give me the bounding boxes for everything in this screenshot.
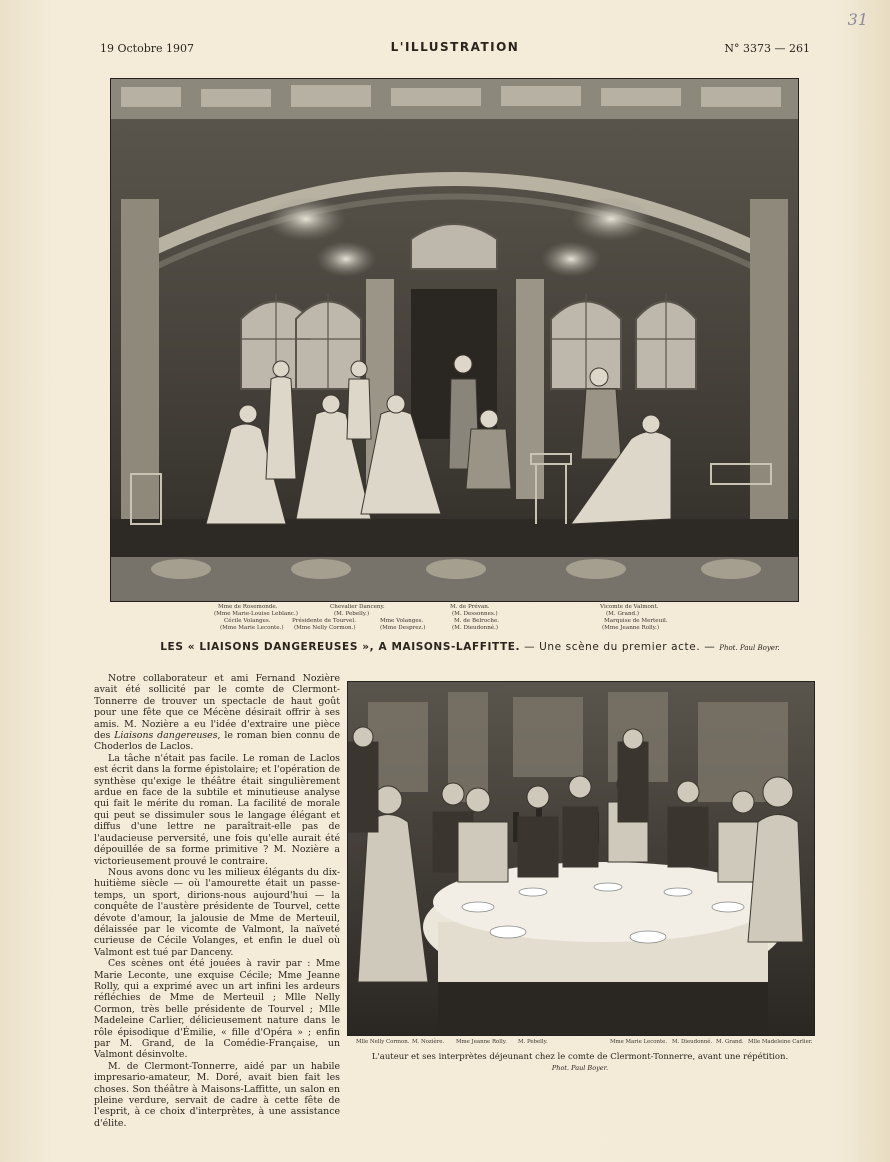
cast-actor: (Mme Jeanne Rolly.) <box>602 625 660 631</box>
article-paragraph: M. de Clermont-Tonnerre, aidé par un habile impresario-amateur, M. Doré, avait bien fait les choses. Son théâtre à Maisons-Laffitte, un salon en pleine verdure, servait de cadre à cette fête de l'esprit, à ce choix d'interprètes, à une assistance d'élite. <box>94 1060 340 1129</box>
cast-actor: (M. Dessonnes.) <box>452 611 498 617</box>
cast-actor: (Mme Desprez.) <box>380 625 426 631</box>
cast-role: M. de Prévan. <box>450 604 490 610</box>
dinner-guest-names <box>350 1039 813 1048</box>
article-paragraph: Nous avons donc vu les milieux élégants du dix-huitième siècle — où l'amourette était un passe-temps, un sport, dirions-nous aujourd'hui — la conquête de l'austère présidente de Tourvel, cette dévote d'amour, la jalousie de Mme de Merteuil, délaissée par le vicomte de Valmont, la naïveté curieuse de Cécile Volanges, et enfin le duel où Valmont est tué par Danceny. <box>94 866 340 958</box>
caption-headline: LES « LIAISONS DANGEREUSES », A MAISONS-LAFFITTE. <box>160 641 521 653</box>
cast-role: Mme de Rosemonde. <box>218 604 278 610</box>
issue-date: 19 Octobre 1907 <box>100 42 195 55</box>
cast-role: Marquise de Merteuil. <box>604 618 668 624</box>
article-paragraph: Ces scènes ont été jouées à ravir par : Mme Marie Leconte, une exquise Cécile; Mme Jeanne Rolly, qui a exprimé avec un art infini les ardeurs réfléchies de Mme de Merteuil ; Mlle Nelly Cormon, très belle présidente de Tourvel ; Mlle Madeleine Carlier, délicieusement nature dans le rôle épisodique d'Émilie, « fille d'Opéra » ; enfin par M. Grand, de la Comédie-Française, un Valmont désinvolte. <box>94 958 340 1061</box>
guest-name: Mme Marie Leconte. <box>610 1039 668 1045</box>
top-photo-caption <box>120 641 820 653</box>
photo-credit: Phot. Paul Boyer. <box>719 644 780 652</box>
cast-role: Cécile Volanges. <box>224 618 271 624</box>
publication-title: L'ILLUSTRATION <box>390 40 520 54</box>
dinner-photo-caption: L'auteur et ses interprètes déjeunant chez le comte de Clermont-Tonnerre, avant une répétition. <box>371 1052 789 1062</box>
novel-title: Liaisons dangereuses <box>114 730 218 742</box>
cast-actor: (Mme Nelly Cormon.) <box>294 625 356 631</box>
dinner-photo-credit: Phot. Paul Boyer. <box>551 1064 609 1072</box>
article-paragraph: Notre collaborateur et ami Fernand Nozière avait été sollicité par le comte de Clermont-Tonnerre de trouver un spectacle de haut goût pour une fête que ce Mécène désirait offrir à ses amis. M. Nozière a eu l'idée d'extraire une pièce des Liaisons dangereuses, le roman bien connu de Choderlos de Laclos. <box>94 673 340 753</box>
guest-name: Mlle Nelly Cormon. <box>356 1039 410 1045</box>
guest-name: Mme Jeanne Rolly. <box>456 1039 507 1045</box>
cast-role: Vicomte de Valmont. <box>600 604 659 610</box>
cast-actor: (Mme Marie Leconte.) <box>220 625 284 631</box>
guest-name: Mlle Madeleine Carlier. <box>748 1039 813 1045</box>
guest-name: M. Nozière. <box>412 1039 445 1045</box>
handwritten-page-mark: 31 <box>847 10 868 29</box>
dinner-photo <box>347 681 815 1036</box>
guest-name: M. Dieudonné. <box>672 1039 713 1045</box>
cast-role: Chevalier Danceny. <box>330 604 385 610</box>
cast-actor: (M. Grand.) <box>606 611 640 617</box>
cast-actor: (M. Pebelly.) <box>334 611 370 617</box>
issue-number: N° 3373 — 261 <box>724 42 810 55</box>
cast-list <box>210 604 740 638</box>
guest-name: M. Grand. <box>716 1039 744 1045</box>
cast-actor: (M. Dieudonné.) <box>452 625 499 631</box>
article-column <box>94 673 340 1129</box>
cast-role: Présidente de Tourvel. <box>292 618 356 624</box>
guest-name: M. Pebelly. <box>518 1039 548 1045</box>
caption-text: — Une scène du premier acte. — <box>520 641 720 653</box>
page-header <box>100 40 810 58</box>
article-paragraph: La tâche n'était pas facile. Le roman de Laclos est écrit dans la forme épistolaire; et l'opération de synthèse qu'exige le théâtre était singulièrement ardue en face de la subtile et minutieuse analyse qui fait le mérite du roman. La facilité de morale qui peut se dissimuler sous le langage élégant et diffus d'une lettre ne paraîtrait-elle pas de l'audacieuse perversité, une fois qu'elle aurait été dépouillée de sa forme primitive ? M. Nozière a victorieusement prouvé le contraire. <box>94 752 340 867</box>
cast-actor: (Mme Marie-Louise Leblanc.) <box>214 611 298 617</box>
cast-role: Mme Volanges. <box>380 618 424 624</box>
stage-scene-photo <box>110 78 799 602</box>
cast-role: M. de Belroche. <box>454 618 500 624</box>
